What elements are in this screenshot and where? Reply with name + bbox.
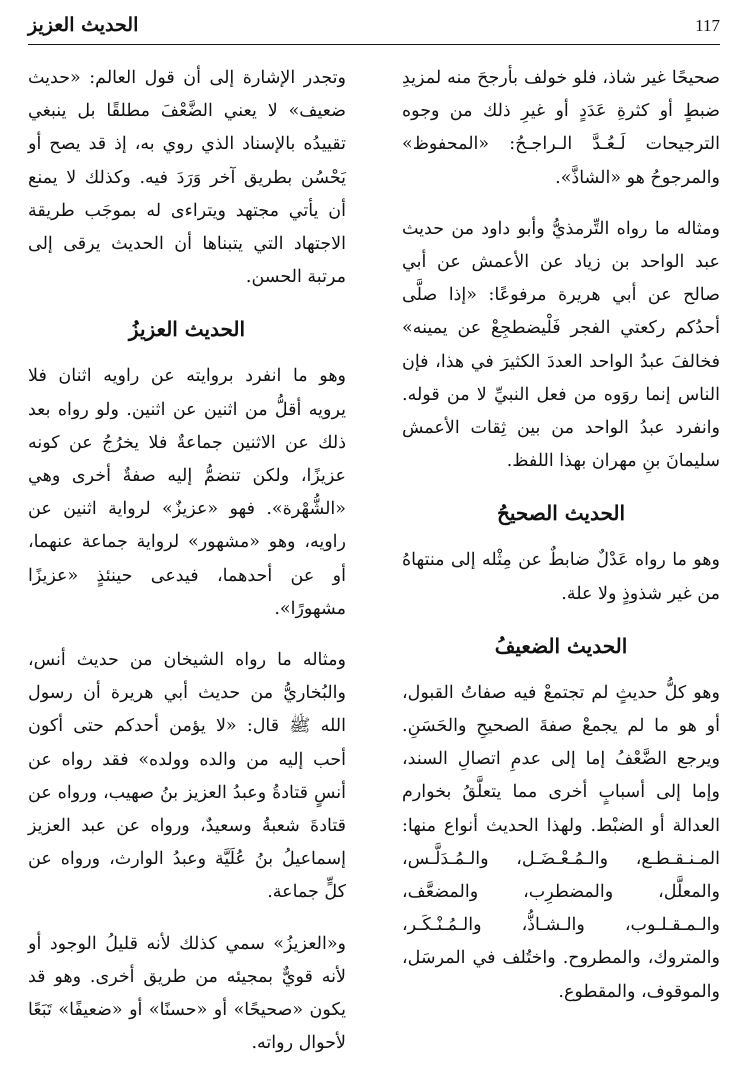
running-title: الحديث العزيز: [28, 14, 139, 36]
page-header: [28, 14, 720, 45]
heading-daif: الحديث الضعيفُ: [494, 633, 628, 658]
paragraph-aziz-naming: و«العزيزُ» سمي كذلك لأنه قليلُ الوجود أو لأنه قويٌّ بمجيئه من طريق أخرى. وهو قد يكون «صحيحًا» أو «حسنًا» أو «ضعيفًا» تَبَعًا لأحوال رواته.: [28, 933, 346, 1054]
paragraph-daif-note: وتجدر الإشارة إلى أن قول العالم: «حديث ضعيف» لا يعني الضَّعْفَ مطلقًا بل ينبغي تقييدُه بالإسناد الذي روي به، إذ قد يصح أو يَحْسُن بطريق آخر وَرَدَ فيه. وكذلك لا يمنع أن يأتي مجتهد ويتراءى له بموجَب طريقة الاجتهاد التي يتبناها أن الحديث يرقى إلى مرتبة الحسن.: [28, 68, 346, 288]
paragraph-aziz-example: ومثاله ما رواه الشيخان من حديث أنس، والبُخاريُّ من حديث أبي هريرة أن رسول الله ﷺ قال: «لا يؤمن أحدكم حتى أكون أحب إليه من والده وولده» فقد رواه عن أنسٍ قتادةُ وعبدُ العزيز بنُ صهيب، ورواه عن قتادةَ شعبةُ وسعيدٌ، ورواه عن عبد العزيز إسماعيلُ بنُ عُلَيَّة وعبدُ الوارث، ورواه عن كلٍّ جماعة.: [28, 650, 346, 903]
paragraph-shadh-example: ومثاله ما رواه التِّرمذيُّ وأبو داود من حديث عبد الواحد بن زياد عن الأعمش عن أبي صالح عن أبي هريرة مرفوعًا: «إذا صلَّى أحدُكم ركعتي الفجر فَلْيضطجِعْ عن يمينه» فخالفَ عبدُ الواحد العددَ الكثيرَ في هذا، فإن الناس إنما روَوه من فعل النبيِّ لا من قوله. وانفرد عبدُ الواحد من بين ثِقات الأعمش سليمانَ بنِ مهران بهذا اللفظ.: [402, 218, 720, 472]
left-column: [28, 62, 346, 1060]
paragraph-daif-definition: وهو كلُّ حديثٍ لم تجتمعْ فيه صفاتُ القبول، أو هو ما لم يجمعْ صفةَ الصحيحِ والحَسَنِ. ويرجع الضَّعْفُ إما إلى عدمِ اتصالِ السند، وإما إلى أسبابٍ أخرى مما يتعلَّقُ بخوارم العدالة أو الضبْط. ولهذا الحديث أنواع منها: المـنـقـطـع، والـمُـعْـضَـل، والـمُـدَلَّـس، والمعلَّل، والمضطرِب، والمضعَّف، والـمـقـلـوب، والـشـاذُّ، والـمُـنْـكَـر، والمتروك، والمطروح. واختُلف في المرسَل، والموقوف، والمقطوع.: [402, 682, 720, 1002]
page-number: 117: [695, 16, 720, 35]
right-column: [402, 62, 720, 1009]
paragraph-sahih-definition: وهو ما رواه عَدْلٌ ضابطٌ عن مِثْله إلى منتهاهُ من غير شذوذٍ ولا علة.: [402, 550, 720, 604]
heading-aziz: الحديث العزيزُ: [128, 317, 246, 342]
heading-sahih: الحديث الصحيحُ: [496, 501, 626, 526]
paragraph-aziz-definition: وهو ما انفرد بروايته عن راويه اثنان فلا يرويه أقلُّ من اثنين عن اثنين. ولو رواه بعد ذلك عن الاثنين جماعةٌ فلا يخرُجُ عن كونه عزيزًا، ولكن تنضمُّ إليه صفةٌ أخرى وهي «الشُّهْرة». فهو «عزيزٌ» لرواية اثنين عن راويه، وهو «مشهور» لرواية جماعة عنهما، أو عن أحدهما، فيدعى حينئذٍ «عزيزًا مشهورًا».: [28, 366, 346, 619]
paragraph-shadh-continuation: صحيحًا غير شاذ، فلو خولف بأرجحَ منه لمزيدِ ضبطٍ أو كثرةِ عَدَدٍ أو غيرِ ذلك من وجوه الترجيحات لَـعُـدَّ الـراجـحُ: «المحفوظ» والمرجوحُ هو «الشاذَّ».: [402, 68, 720, 188]
